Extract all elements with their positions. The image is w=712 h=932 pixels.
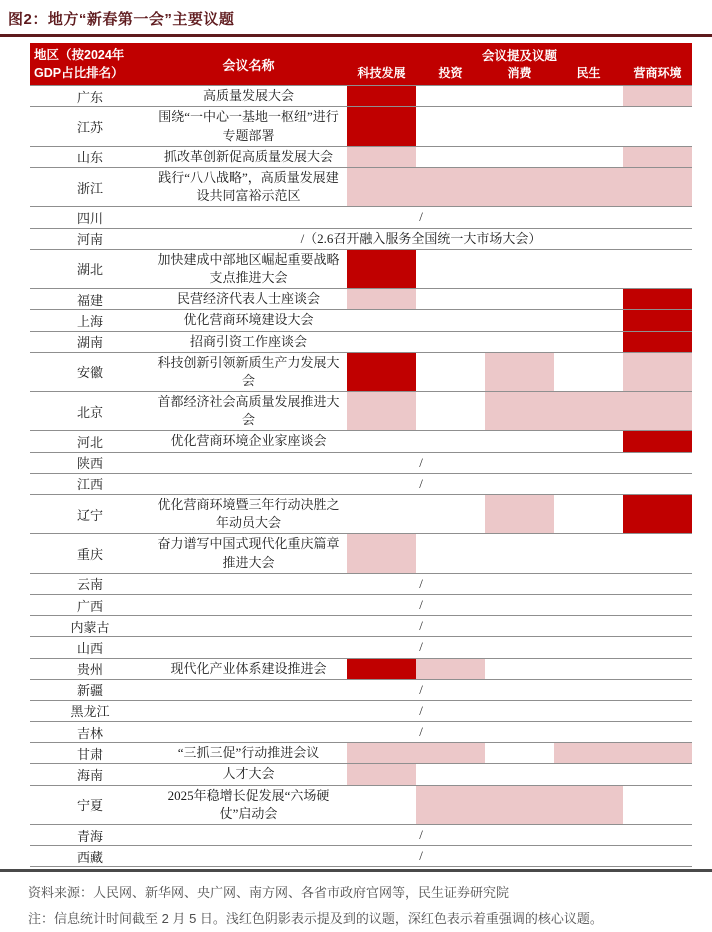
empty-topic-cell: [554, 764, 623, 784]
empty-topic-cell: [554, 250, 623, 288]
empty-topic-cell: [554, 147, 623, 167]
table-row: [30, 763, 692, 784]
empty-topic-cell: [347, 310, 416, 330]
no-meeting-cell: /: [419, 475, 423, 491]
empty-topic-cell: [416, 147, 485, 167]
mentioned-topic-cell: [623, 168, 692, 206]
mentioned-topic-cell: [416, 659, 485, 679]
region-column-header: [30, 43, 150, 85]
core-topic-cell: [347, 107, 416, 145]
table-row: [30, 700, 692, 721]
table-row: [30, 106, 692, 145]
mentioned-topic-cell: [554, 168, 623, 206]
empty-topic-cell: [347, 495, 416, 533]
meeting-name-cell: 抓改革创新促高质量发展大会: [163, 148, 333, 164]
table-row: [30, 636, 692, 657]
no-meeting-cell: /: [419, 618, 423, 634]
mentioned-topic-cell: [347, 743, 416, 763]
no-meeting-cell: /: [419, 575, 423, 591]
region-header-line2: GDP占比排名）: [34, 66, 124, 81]
core-topic-cell: [623, 332, 692, 352]
mentioned-topic-cell: [623, 743, 692, 763]
meeting-name-cell: 人才大会: [222, 766, 275, 782]
table-row: [30, 391, 692, 430]
empty-topic-cell: [485, 743, 554, 763]
region-cell: 福建: [76, 292, 103, 308]
region-cell: 安徽: [76, 365, 103, 381]
empty-topic-cell: [416, 86, 485, 106]
meeting-name-cell: 民营经济代表人士座谈会: [176, 291, 320, 307]
title-underline: [0, 34, 712, 37]
region-cell: 黑龙江: [70, 704, 110, 720]
table-row: [30, 331, 692, 352]
region-cell: 贵州: [76, 662, 103, 678]
empty-topic-cell: [416, 353, 485, 391]
empty-topic-cell: [485, 289, 554, 309]
region-cell: 辽宁: [76, 507, 103, 523]
table-row: [30, 721, 692, 742]
mentioned-topic-cell: [347, 392, 416, 430]
table-row: [30, 594, 692, 615]
mentioned-topic-cell: [485, 392, 554, 430]
mentioned-topic-cell: [623, 353, 692, 391]
region-cell: 河南: [76, 232, 103, 248]
topic-header-business-env: 营商环境: [633, 66, 682, 80]
no-meeting-cell: /: [419, 209, 423, 225]
region-cell: 甘肃: [76, 746, 103, 762]
region-cell: 新疆: [76, 683, 103, 699]
source-note: 资料来源：人民网、新华网、央广网、南方网、各省市政府官网等，民生证券研究院: [28, 885, 510, 901]
figure-title: 图2：地方“新春第一会”主要议题: [8, 11, 235, 28]
mentioned-topic-cell: [554, 786, 623, 824]
table-row: [30, 146, 692, 167]
table-row: [30, 249, 692, 288]
core-topic-cell: [623, 495, 692, 533]
region-cell: 海南: [76, 768, 103, 784]
statistics-note: 注：信息统计时间截至 2 月 5 日。浅红色阴影表示提及到的议题，深红色表示着重强调的核心议题。: [28, 911, 603, 927]
no-meeting-cell: /: [419, 702, 423, 718]
table-row: [30, 167, 692, 206]
no-meeting-cell: /: [419, 639, 423, 655]
region-cell: 山东: [76, 150, 103, 166]
empty-topic-cell: [485, 431, 554, 451]
no-meeting-cell: /: [419, 848, 423, 864]
region-cell: 湖北: [76, 262, 103, 278]
empty-topic-cell: [485, 107, 554, 145]
mentioned-topic-cell: [347, 764, 416, 784]
empty-topic-cell: [485, 332, 554, 352]
region-cell: 宁夏: [76, 798, 103, 814]
empty-topic-cell: [554, 86, 623, 106]
empty-topic-cell: [554, 534, 623, 572]
meeting-name-cell: 高质量发展大会: [202, 88, 294, 104]
empty-topic-cell: [554, 495, 623, 533]
empty-topic-cell: [554, 659, 623, 679]
topic-header-consumption: 消费: [507, 66, 532, 80]
table-row: [30, 742, 692, 763]
no-meeting-cell: /: [419, 454, 423, 470]
region-cell: 重庆: [76, 547, 103, 563]
empty-topic-cell: [416, 310, 485, 330]
empty-topic-cell: [485, 659, 554, 679]
mentioned-topic-cell: [485, 168, 554, 206]
table-row: [30, 845, 692, 867]
core-topic-cell: [623, 310, 692, 330]
mentioned-topic-cell: [623, 392, 692, 430]
table-row: [30, 473, 692, 494]
topics-table: [30, 43, 692, 867]
meeting-name-cell: 招商引资工作座谈会: [189, 333, 307, 349]
topics-column-group: [347, 43, 692, 85]
table-body: [30, 85, 692, 867]
topic-header-investment: 投资: [438, 66, 463, 80]
mentioned-topic-cell: [347, 147, 416, 167]
core-topic-cell: [347, 250, 416, 288]
empty-topic-cell: [347, 786, 416, 824]
core-topic-cell: [347, 353, 416, 391]
empty-topic-cell: [554, 107, 623, 145]
topics-group-header: 会议提及议题: [481, 49, 557, 63]
region-cell: 吉林: [76, 725, 103, 741]
region-cell: 北京: [76, 404, 103, 420]
empty-topic-cell: [347, 332, 416, 352]
region-cell: 广西: [76, 598, 103, 614]
empty-topic-cell: [623, 534, 692, 572]
mentioned-topic-cell: [485, 495, 554, 533]
empty-topic-cell: [554, 332, 623, 352]
table-row: [30, 573, 692, 594]
empty-topic-cell: [416, 534, 485, 572]
meeting-name-cell: 首都经济社会高质量发展推进大会: [157, 394, 340, 428]
empty-topic-cell: [485, 250, 554, 288]
region-cell: 四川: [76, 210, 103, 226]
table-row: [30, 824, 692, 845]
table-row: [30, 615, 692, 636]
region-cell: 江西: [76, 477, 103, 493]
table-row: [30, 430, 692, 451]
table-row: [30, 206, 692, 227]
meeting-name-cell: 奋力谱写中国式现代化重庆篇章推进大会: [157, 536, 340, 570]
footer: [0, 872, 712, 932]
mentioned-topic-cell: [347, 168, 416, 206]
mentioned-topic-cell: [485, 786, 554, 824]
topics-subheader-row: [347, 64, 692, 84]
meeting-name-cell: 现代化产业体系建设推进会: [170, 660, 327, 676]
table-row: [30, 309, 692, 330]
empty-topic-cell: [347, 431, 416, 451]
core-topic-cell: [623, 289, 692, 309]
region-cell: 西藏: [76, 849, 103, 865]
empty-topic-cell: [416, 107, 485, 145]
table-header: [30, 43, 692, 85]
no-meeting-cell: /（2.6召开融入服务全国统一大市场大会）: [300, 230, 542, 246]
table-row: [30, 679, 692, 700]
empty-topic-cell: [485, 147, 554, 167]
region-cell: 江苏: [76, 120, 103, 136]
mentioned-topic-cell: [623, 147, 692, 167]
region-cell: 云南: [76, 577, 103, 593]
table-row: [30, 533, 692, 572]
empty-topic-cell: [554, 431, 623, 451]
empty-topic-cell: [623, 786, 692, 824]
region-cell: 山西: [76, 640, 103, 656]
core-topic-cell: [347, 659, 416, 679]
table-row: [30, 494, 692, 533]
region-cell: 广东: [76, 89, 103, 105]
empty-topic-cell: [623, 764, 692, 784]
empty-topic-cell: [416, 332, 485, 352]
table-row: [30, 228, 692, 249]
no-meeting-cell: /: [419, 724, 423, 740]
region-cell: 上海: [76, 313, 103, 329]
empty-topic-cell: [416, 250, 485, 288]
table-row: [30, 85, 692, 106]
meeting-name-cell: 加快建成中部地区崛起重要战略支点推进大会: [157, 251, 340, 285]
meeting-name-cell: “三抓三促”行动推进会议: [177, 745, 320, 761]
empty-topic-cell: [485, 764, 554, 784]
region-cell: 浙江: [76, 180, 103, 196]
region-cell: 河北: [76, 435, 103, 451]
empty-topic-cell: [623, 659, 692, 679]
region-header-line1: 地区（按2024年: [34, 48, 125, 62]
mentioned-topic-cell: [347, 534, 416, 572]
mentioned-topic-cell: [554, 743, 623, 763]
table-row: [30, 785, 692, 824]
table-row: [30, 452, 692, 473]
table-row: [30, 288, 692, 309]
topic-header-livelihood: 民生: [576, 66, 601, 80]
meeting-column-header: 会议名称: [222, 57, 275, 73]
no-meeting-cell: /: [419, 827, 423, 842]
mentioned-topic-cell: [347, 289, 416, 309]
meeting-name-cell: 优化营商环境企业家座谈会: [170, 433, 327, 449]
region-cell: 陕西: [76, 456, 103, 472]
empty-topic-cell: [485, 310, 554, 330]
mentioned-topic-cell: [623, 86, 692, 106]
meeting-name-cell: 科技创新引领新质生产力发展大会: [157, 354, 340, 388]
mentioned-topic-cell: [485, 353, 554, 391]
topic-header-tech: 科技发展: [357, 66, 406, 80]
core-topic-cell: [623, 431, 692, 451]
meeting-name-cell: 优化营商环境建设大会: [183, 312, 314, 328]
region-cell: 湖南: [76, 335, 103, 351]
empty-topic-cell: [485, 86, 554, 106]
empty-topic-cell: [416, 392, 485, 430]
mentioned-topic-cell: [416, 786, 485, 824]
meeting-name-cell: 2025年稳增长促发展“六场硬仗”启动会: [167, 787, 330, 821]
region-cell: 内蒙古: [70, 619, 110, 635]
empty-topic-cell: [554, 289, 623, 309]
empty-topic-cell: [416, 289, 485, 309]
empty-topic-cell: [416, 495, 485, 533]
no-meeting-cell: /: [419, 681, 423, 697]
no-meeting-cell: /: [419, 596, 423, 612]
meeting-name-cell: 优化营商环境暨三年行动决胜之年动员大会: [157, 497, 340, 531]
meeting-name-cell: 践行“八八战略”，高质量发展建设共同富裕示范区: [158, 170, 339, 204]
empty-topic-cell: [623, 107, 692, 145]
table-row: [30, 352, 692, 391]
empty-topic-cell: [554, 353, 623, 391]
core-topic-cell: [347, 86, 416, 106]
mentioned-topic-cell: [416, 743, 485, 763]
meeting-name-cell: 围绕“一中心一基地一枢纽”进行专题部署: [158, 109, 339, 143]
mentioned-topic-cell: [554, 392, 623, 430]
region-cell: 青海: [76, 828, 103, 844]
mentioned-topic-cell: [416, 168, 485, 206]
empty-topic-cell: [623, 250, 692, 288]
empty-topic-cell: [485, 534, 554, 572]
empty-topic-cell: [416, 764, 485, 784]
empty-topic-cell: [416, 431, 485, 451]
table-row: [30, 658, 692, 679]
empty-topic-cell: [554, 310, 623, 330]
